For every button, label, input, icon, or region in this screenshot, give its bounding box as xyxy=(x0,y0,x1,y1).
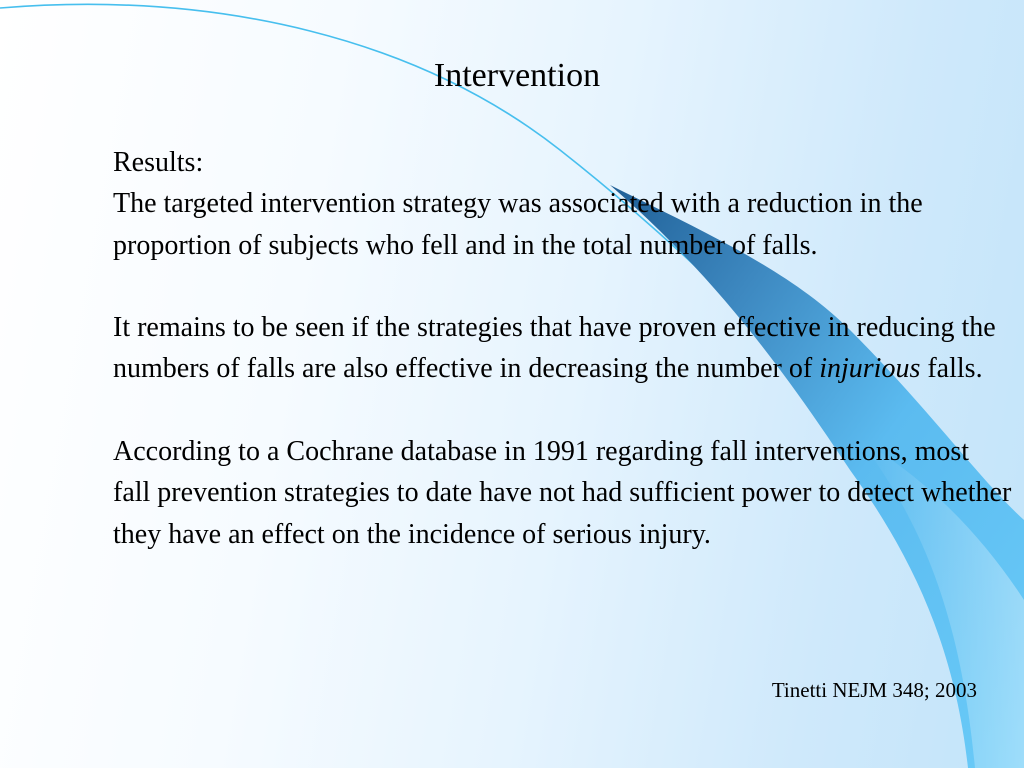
paragraph-text-end: falls. xyxy=(920,353,983,385)
paragraph-spacer xyxy=(113,266,1013,307)
emphasized-word: injurious xyxy=(819,353,921,385)
citation: Tinetti NEJM 348; 2003 xyxy=(771,678,977,702)
results-heading: Results: xyxy=(113,147,204,178)
slide-body xyxy=(113,142,1013,555)
paragraph-spacer xyxy=(113,390,1013,431)
cochrane-paragraph: According to a Cochrane database in 1991 regarding fall interventions, most fall prevention strategies to date have not had sufficient power to detect whether they have an effect on the incidence of serious injury. xyxy=(113,436,1012,550)
strategy-effectiveness-paragraph xyxy=(113,307,1013,390)
slide-title: Intervention xyxy=(433,57,601,94)
results-paragraph: The targeted intervention strategy was associated with a reduction in the proportion of subjects who fell and in the total number of falls. xyxy=(113,188,923,261)
paragraph-text-start: It remains to be seen if the strategies that have proven effective in reducing the numbers of falls are also effective in decreasing the number of xyxy=(113,312,996,385)
